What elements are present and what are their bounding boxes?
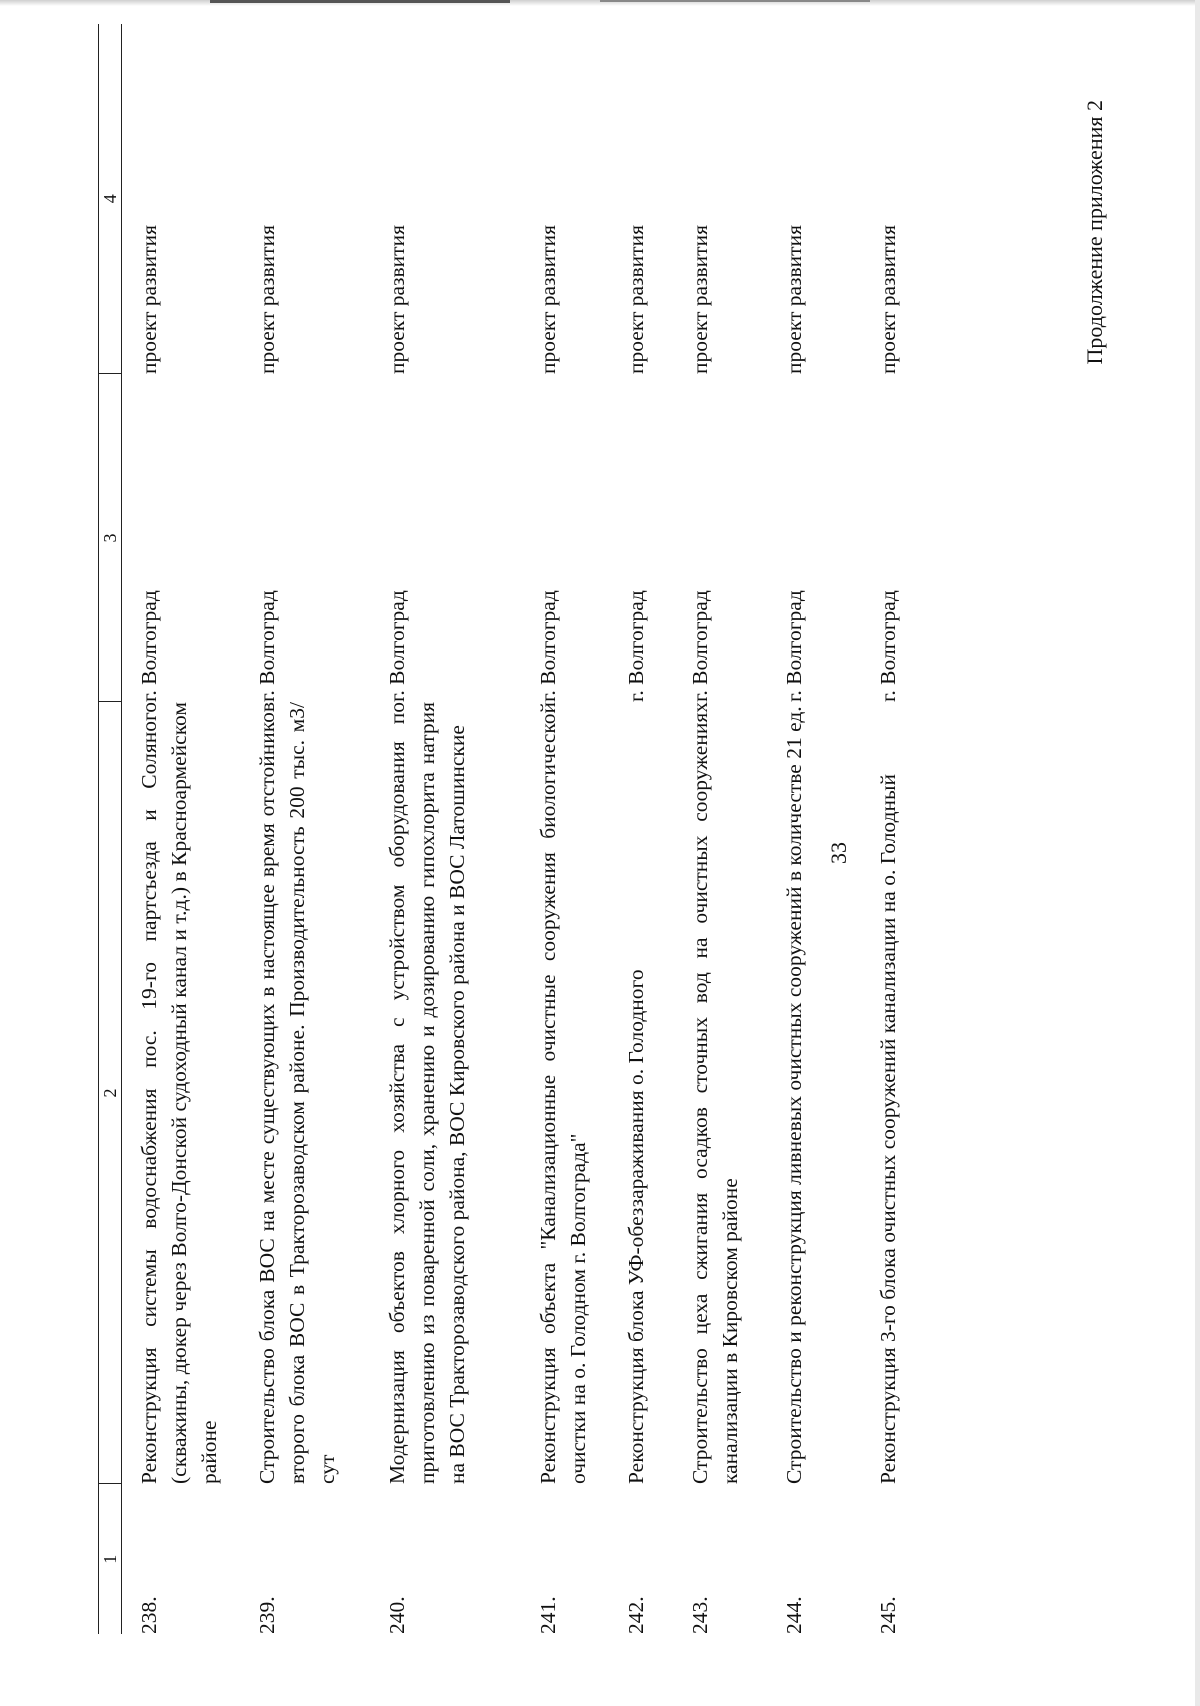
- row-location: г. Волгоград: [535, 590, 560, 702]
- table-row: [779, 24, 873, 1634]
- row-location: г. Волгоград: [254, 590, 279, 702]
- column-header: 4: [99, 24, 122, 374]
- row-status: проект развития: [781, 225, 806, 374]
- row-location: г. Волгоград: [137, 590, 161, 702]
- row-status: проект развития: [535, 225, 560, 374]
- row-status: проект развития: [623, 225, 648, 374]
- row-number: 244.: [781, 1596, 806, 1634]
- table-row: [685, 24, 779, 1634]
- row-description: Строительство цеха сжигания осадков сточных вод на очистных сооружениях канализации в Кировском районе: [687, 702, 742, 1484]
- projects-table: [98, 24, 963, 1634]
- page-number: 33: [826, 842, 851, 864]
- row-status: проект развития: [875, 225, 900, 374]
- row-location: г. Волгоград: [687, 590, 712, 702]
- table-row: [533, 24, 621, 1634]
- row-number: 245.: [875, 1596, 900, 1634]
- row-description: Строительство и реконструкция ливневых очистных сооружений в количестве 21 ед.: [781, 706, 806, 1484]
- row-description: Модернизация объектов хлорного хозяйства с устройством оборудования по приготовлению из поваренной соли, хранению и дозированию гипохлорита натрия на ВОС Тракторозаводского района, ВОС Кировского района и ВОС Латошинские: [384, 702, 469, 1484]
- row-number: 240.: [384, 1596, 409, 1634]
- row-description: Строительство блока ВОС на месте существующих в настоящее время отстойников второго блока ВОС в Тракторозаводском районе. Производительность 200 тыс. м3/сут: [254, 702, 339, 1484]
- table-row: [873, 24, 963, 1634]
- row-location: г. Волгоград: [875, 590, 900, 702]
- row-status: проект развития: [137, 225, 161, 374]
- row-status: проект развития: [254, 225, 279, 374]
- row-number: 238.: [137, 1596, 161, 1634]
- table-row: [382, 24, 533, 1634]
- row-number: 242.: [623, 1596, 648, 1634]
- row-status: проект развития: [687, 225, 712, 374]
- row-description: Реконструкция системы водоснабжения пос. 19-го партсъезда и Соляного (скважины, дюкер через Волго-Донской судоходный канал и т.д.) в Красноармейском районе: [137, 702, 221, 1484]
- continuation-label: Продолжение приложения 2: [1082, 100, 1107, 365]
- row-number: 241.: [535, 1596, 560, 1634]
- row-description: Реконструкция блока УФ-обеззараживания о. Голодного: [623, 969, 648, 1484]
- row-description: Реконструкция объекта "Канализационные очистные сооружения биологической очистки на о. Голодном г. Волгограда": [535, 702, 590, 1484]
- row-number: 239.: [254, 1596, 279, 1634]
- row-location: г. Волгоград: [623, 590, 648, 702]
- table-row: [122, 24, 252, 1634]
- row-status: проект развития: [384, 225, 409, 374]
- row-number: 243.: [687, 1596, 712, 1634]
- column-header: 2: [99, 702, 122, 1484]
- table-row: [252, 24, 382, 1634]
- column-header: 1: [99, 1484, 122, 1634]
- header-row: [99, 24, 122, 1634]
- row-description: Реконструкция 3-го блока очистных сооружений канализации на о. Голодный: [875, 774, 900, 1484]
- column-header: 3: [99, 374, 122, 702]
- row-location: г. Волгоград: [781, 590, 806, 702]
- row-location: г. Волгоград: [384, 590, 409, 702]
- table-row: [621, 24, 685, 1634]
